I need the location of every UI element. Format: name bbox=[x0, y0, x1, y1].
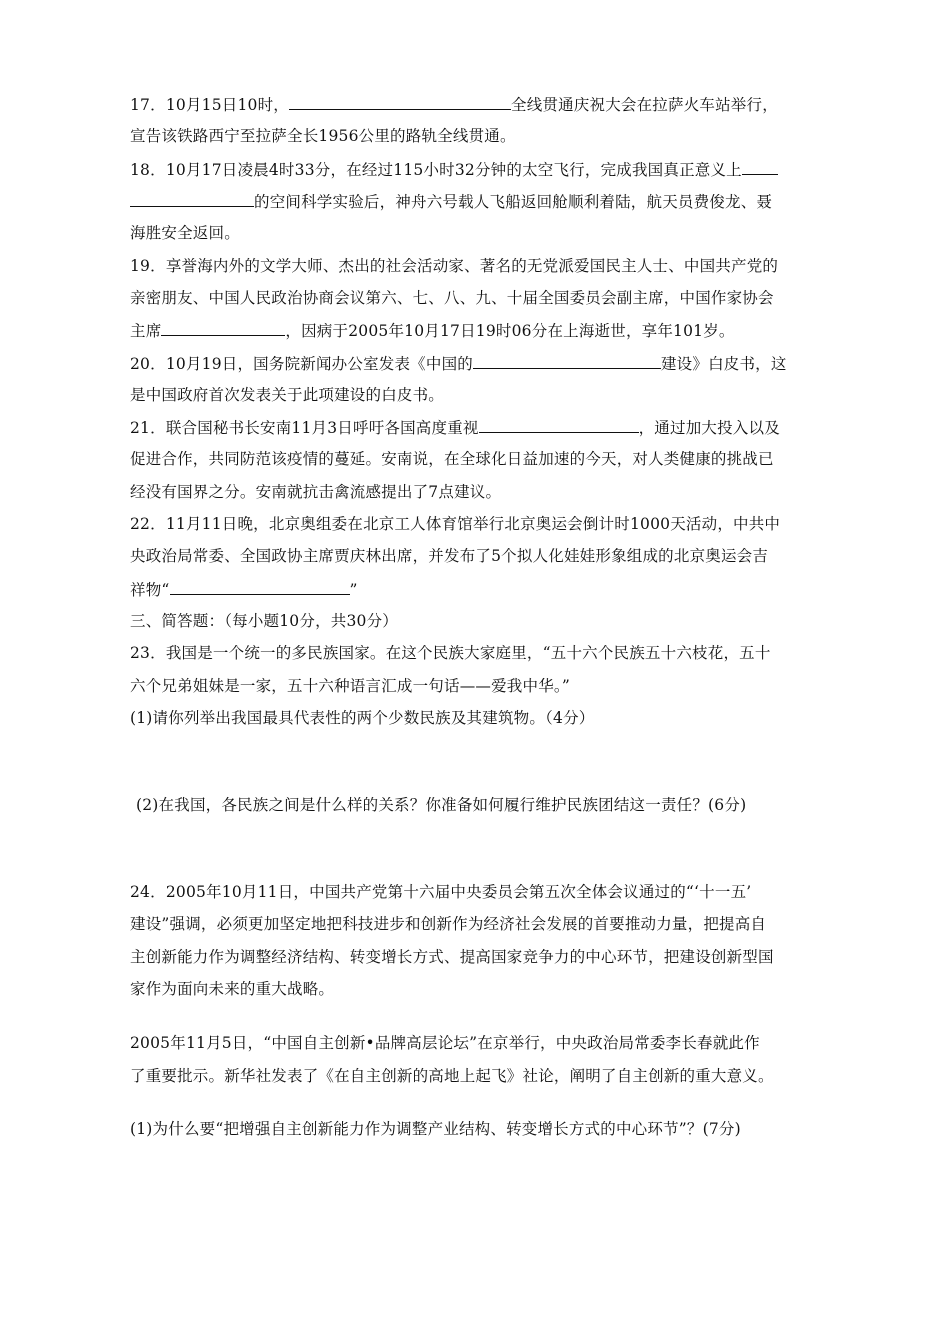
q20-text-cont: 建设》白皮书，这 bbox=[660, 355, 787, 373]
q23-text: 23．我国是一个统一的多民族国家。在这个民族大家庭里，“五十六个民族五十六枝花，五十 bbox=[130, 644, 771, 662]
q24-text: 24．2005年10月11日，中国共产党第十六届中央委员会第五次全体会议通过的“‘十一五’ bbox=[130, 883, 752, 901]
q22-answer-blank[interactable] bbox=[170, 579, 350, 595]
q18-line-3 bbox=[130, 223, 240, 243]
q19-text: 19．享誉海内外的文学大师、杰出的社会活动家、著名的无党派爱国民主人士、中国共产党的 bbox=[130, 257, 779, 275]
section-heading-short-answer bbox=[130, 611, 398, 631]
q24-text-cont-2: 主创新能力作为调整经济结构、转变增长方式、提高国家竞争力的中心环节，把建设创新型国 bbox=[130, 948, 774, 966]
q18-answer-blank-start[interactable] bbox=[742, 159, 778, 175]
q22-text-end: ” bbox=[349, 581, 358, 599]
q17-text-cont: 全线贯通庆祝大会在拉萨火车站举行， bbox=[511, 96, 778, 114]
q21-line-3 bbox=[130, 482, 501, 502]
q20-text: 20．10月19日，国务院新闻办公室发表《中国的 bbox=[130, 355, 473, 373]
q23-line-2 bbox=[130, 676, 570, 696]
q22-text: 22．11月11日晚，北京奥组委在北京工人体育馆举行北京奥运会倒计时1000天活动，中共中 bbox=[130, 515, 781, 533]
q18-answer-blank-end[interactable] bbox=[130, 191, 254, 207]
q23-part-2-text: (2)在我国，各民族之间是什么样的关系？你准备如何履行维护民族团结这一责任？(6分) bbox=[136, 796, 747, 814]
q24-part-1 bbox=[130, 1119, 741, 1139]
q24-line-3 bbox=[130, 947, 774, 967]
q24-line-2 bbox=[130, 914, 766, 934]
q19-line-3 bbox=[130, 320, 735, 341]
q17-answer-blank[interactable] bbox=[289, 94, 511, 110]
q21-text-end: 经没有国界之分。安南就抗击禽流感提出了7点建议。 bbox=[130, 483, 502, 501]
q24-text-cont-5: 了重要批示。新华社发表了《在自主创新的高地上起飞》社论，阐明了自主创新的重大意义。 bbox=[130, 1067, 774, 1085]
q20-line-1 bbox=[130, 353, 787, 374]
section-heading-text: 三、简答题：（每小题10分，共30分） bbox=[130, 612, 398, 630]
q24-line-6 bbox=[130, 1066, 774, 1086]
q18-line-1 bbox=[130, 159, 778, 180]
q24-line-5 bbox=[130, 1033, 760, 1053]
q24-text-cont-3: 家作为面向未来的重大战略。 bbox=[130, 980, 335, 998]
q19-line-2 bbox=[130, 288, 774, 308]
q23-text-cont: 六个兄弟姐妹是一家，五十六种语言汇成一句话——爱我中华。” bbox=[130, 677, 570, 695]
q19-text-end: ，因病于2005年10月17日19时06分在上海逝世，享年101岁。 bbox=[285, 322, 735, 340]
q19-text-cont: 亲密朋友、中国人民政治协商会议第六、七、八、九、十届全国委员会副主席，中国作家协会 bbox=[130, 289, 774, 307]
q17-line-1 bbox=[130, 94, 778, 115]
q19-line-1 bbox=[130, 256, 778, 276]
q20-text-end: 是中国政府首次发表关于此项建设的白皮书。 bbox=[130, 386, 445, 404]
q21-text-mid: 促进合作，共同防范该疫情的蔓延。安南说，在全球化日益加速的今天，对人类健康的挑战已 bbox=[130, 450, 774, 468]
q24-line-4 bbox=[130, 979, 334, 999]
q22-text-prefix: 祥物“ bbox=[130, 581, 170, 599]
q24-part-1-text: (1)为什么要“把增强自主创新能力作为调整产业结构、转变增长方式的中心环节”？(7分) bbox=[130, 1120, 741, 1138]
q19-answer-blank[interactable] bbox=[161, 320, 285, 336]
q21-answer-blank[interactable] bbox=[479, 417, 639, 433]
q21-line-2 bbox=[130, 449, 774, 469]
q19-text-prefix: 主席 bbox=[130, 322, 162, 340]
q23-part-1-text: (1)请你列举出我国最具代表性的两个少数民族及其建筑物。（4分） bbox=[130, 709, 595, 727]
q21-text: 21．联合国秘书长安南11月3日呼吁各国高度重视 bbox=[130, 419, 479, 437]
q24-text-cont-1: 建设”强调，必须更加坚定地把科技进步和创新作为经济社会发展的首要推动力量，把提高自 bbox=[130, 915, 767, 933]
q20-answer-blank[interactable] bbox=[473, 353, 661, 369]
q17-line-2 bbox=[130, 126, 516, 146]
q21-line-1 bbox=[130, 417, 780, 438]
q17-text: 17．10月15日10时， bbox=[130, 96, 289, 114]
q22-line-3 bbox=[130, 579, 358, 600]
q18-text: 18．10月17日凌晨4时33分，在经过115小时32分钟的太空飞行，完成我国真正意义上 bbox=[130, 161, 742, 179]
q24-line-1 bbox=[130, 882, 751, 902]
q23-line-1 bbox=[130, 643, 771, 663]
q18-text-end: 海胜安全返回。 bbox=[130, 224, 240, 242]
q20-line-2 bbox=[130, 385, 444, 405]
q23-part-2 bbox=[136, 795, 746, 815]
q18-line-2 bbox=[130, 191, 772, 212]
q22-line-1 bbox=[130, 514, 780, 534]
q21-text-cont: ，通过加大投入以及 bbox=[638, 419, 780, 437]
q22-text-cont: 央政治局常委、全国政协主席贾庆林出席，并发布了5个拟人化娃娃形象组成的北京奥运会吉 bbox=[130, 547, 769, 565]
q24-text-cont-4: 2005年11月5日，“中国自主创新•品牌高层论坛”在京举行，中央政治局常委李长春就此作 bbox=[130, 1034, 760, 1052]
q17-text-end: 宣告该铁路西宁至拉萨全长1956公里的路轨全线贯通。 bbox=[130, 127, 516, 145]
q18-text-cont: 的空间科学实验后，神舟六号载人飞船返回舱顺利着陆，航天员费俊龙、聂 bbox=[254, 193, 773, 211]
q22-line-2 bbox=[130, 546, 768, 566]
q23-part-1 bbox=[130, 708, 594, 728]
